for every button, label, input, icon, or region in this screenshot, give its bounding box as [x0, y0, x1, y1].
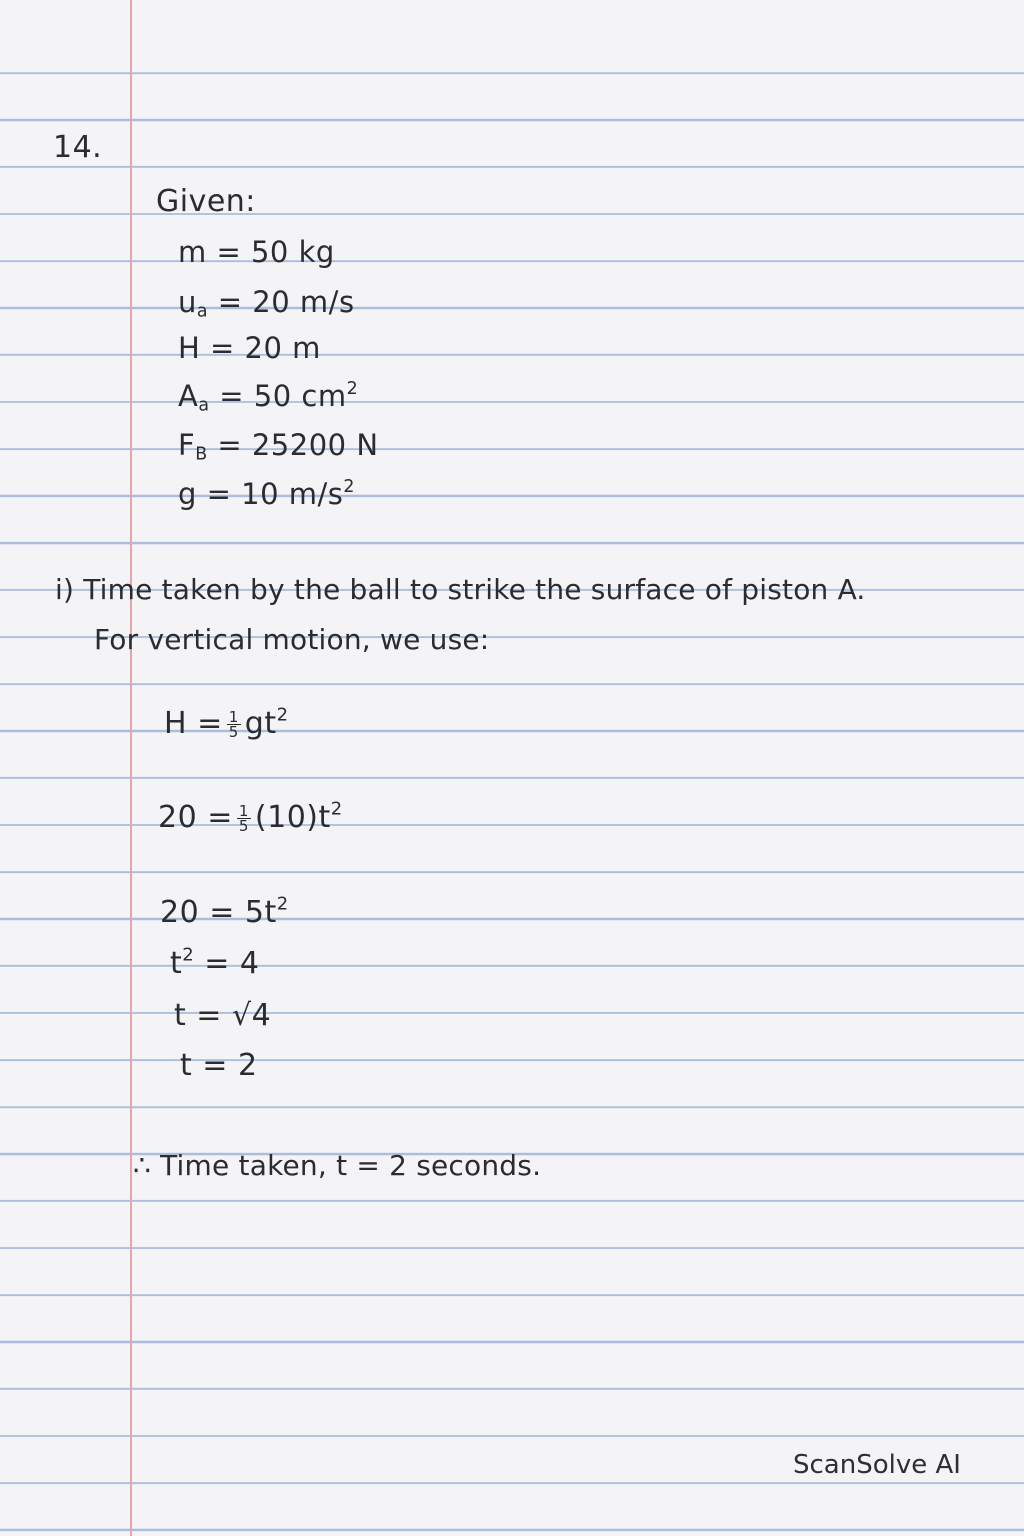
given-heading: Given:: [156, 184, 256, 219]
fraction: $\frac{1}{5}$: [238, 802, 249, 835]
part-i-intro: For vertical motion, we use:: [94, 623, 490, 656]
equation-3: $20 = 5t^2$: [160, 893, 289, 930]
given-item-height: H = 20 m: [178, 331, 321, 365]
equation-4: $t^2 = 4$: [170, 944, 260, 981]
given-item-gravity: g = 10 $m/s^2$: [178, 476, 355, 511]
given-item-velocity: $u_a = 20$ m/s: [178, 285, 355, 322]
given-item-force: $F_B = 25200$ N: [178, 428, 379, 465]
equation-5: t = √4: [174, 998, 272, 1033]
given-item-area: $A_a = 50$ $cm^2$: [178, 378, 359, 416]
margin-line: [130, 0, 132, 1536]
equation-6: t = 2: [180, 1048, 258, 1083]
conclusion: ∴ Time taken, t = 2 seconds.: [133, 1149, 542, 1182]
watermark: ScanSolve AI: [793, 1450, 961, 1480]
given-item-mass: m = 50 kg: [178, 235, 335, 269]
equation-1: H = $\frac{1}{5}$ $gt^2$: [164, 704, 289, 741]
problem-number: 14.: [53, 130, 103, 165]
part-i-question: i) Time taken by the ball to strike the surface of piston A.: [55, 573, 866, 606]
equation-2: 20 = $\frac{1}{5}$ $(10)t^2$: [158, 798, 343, 835]
fraction: $\frac{1}{5}$: [228, 708, 239, 741]
